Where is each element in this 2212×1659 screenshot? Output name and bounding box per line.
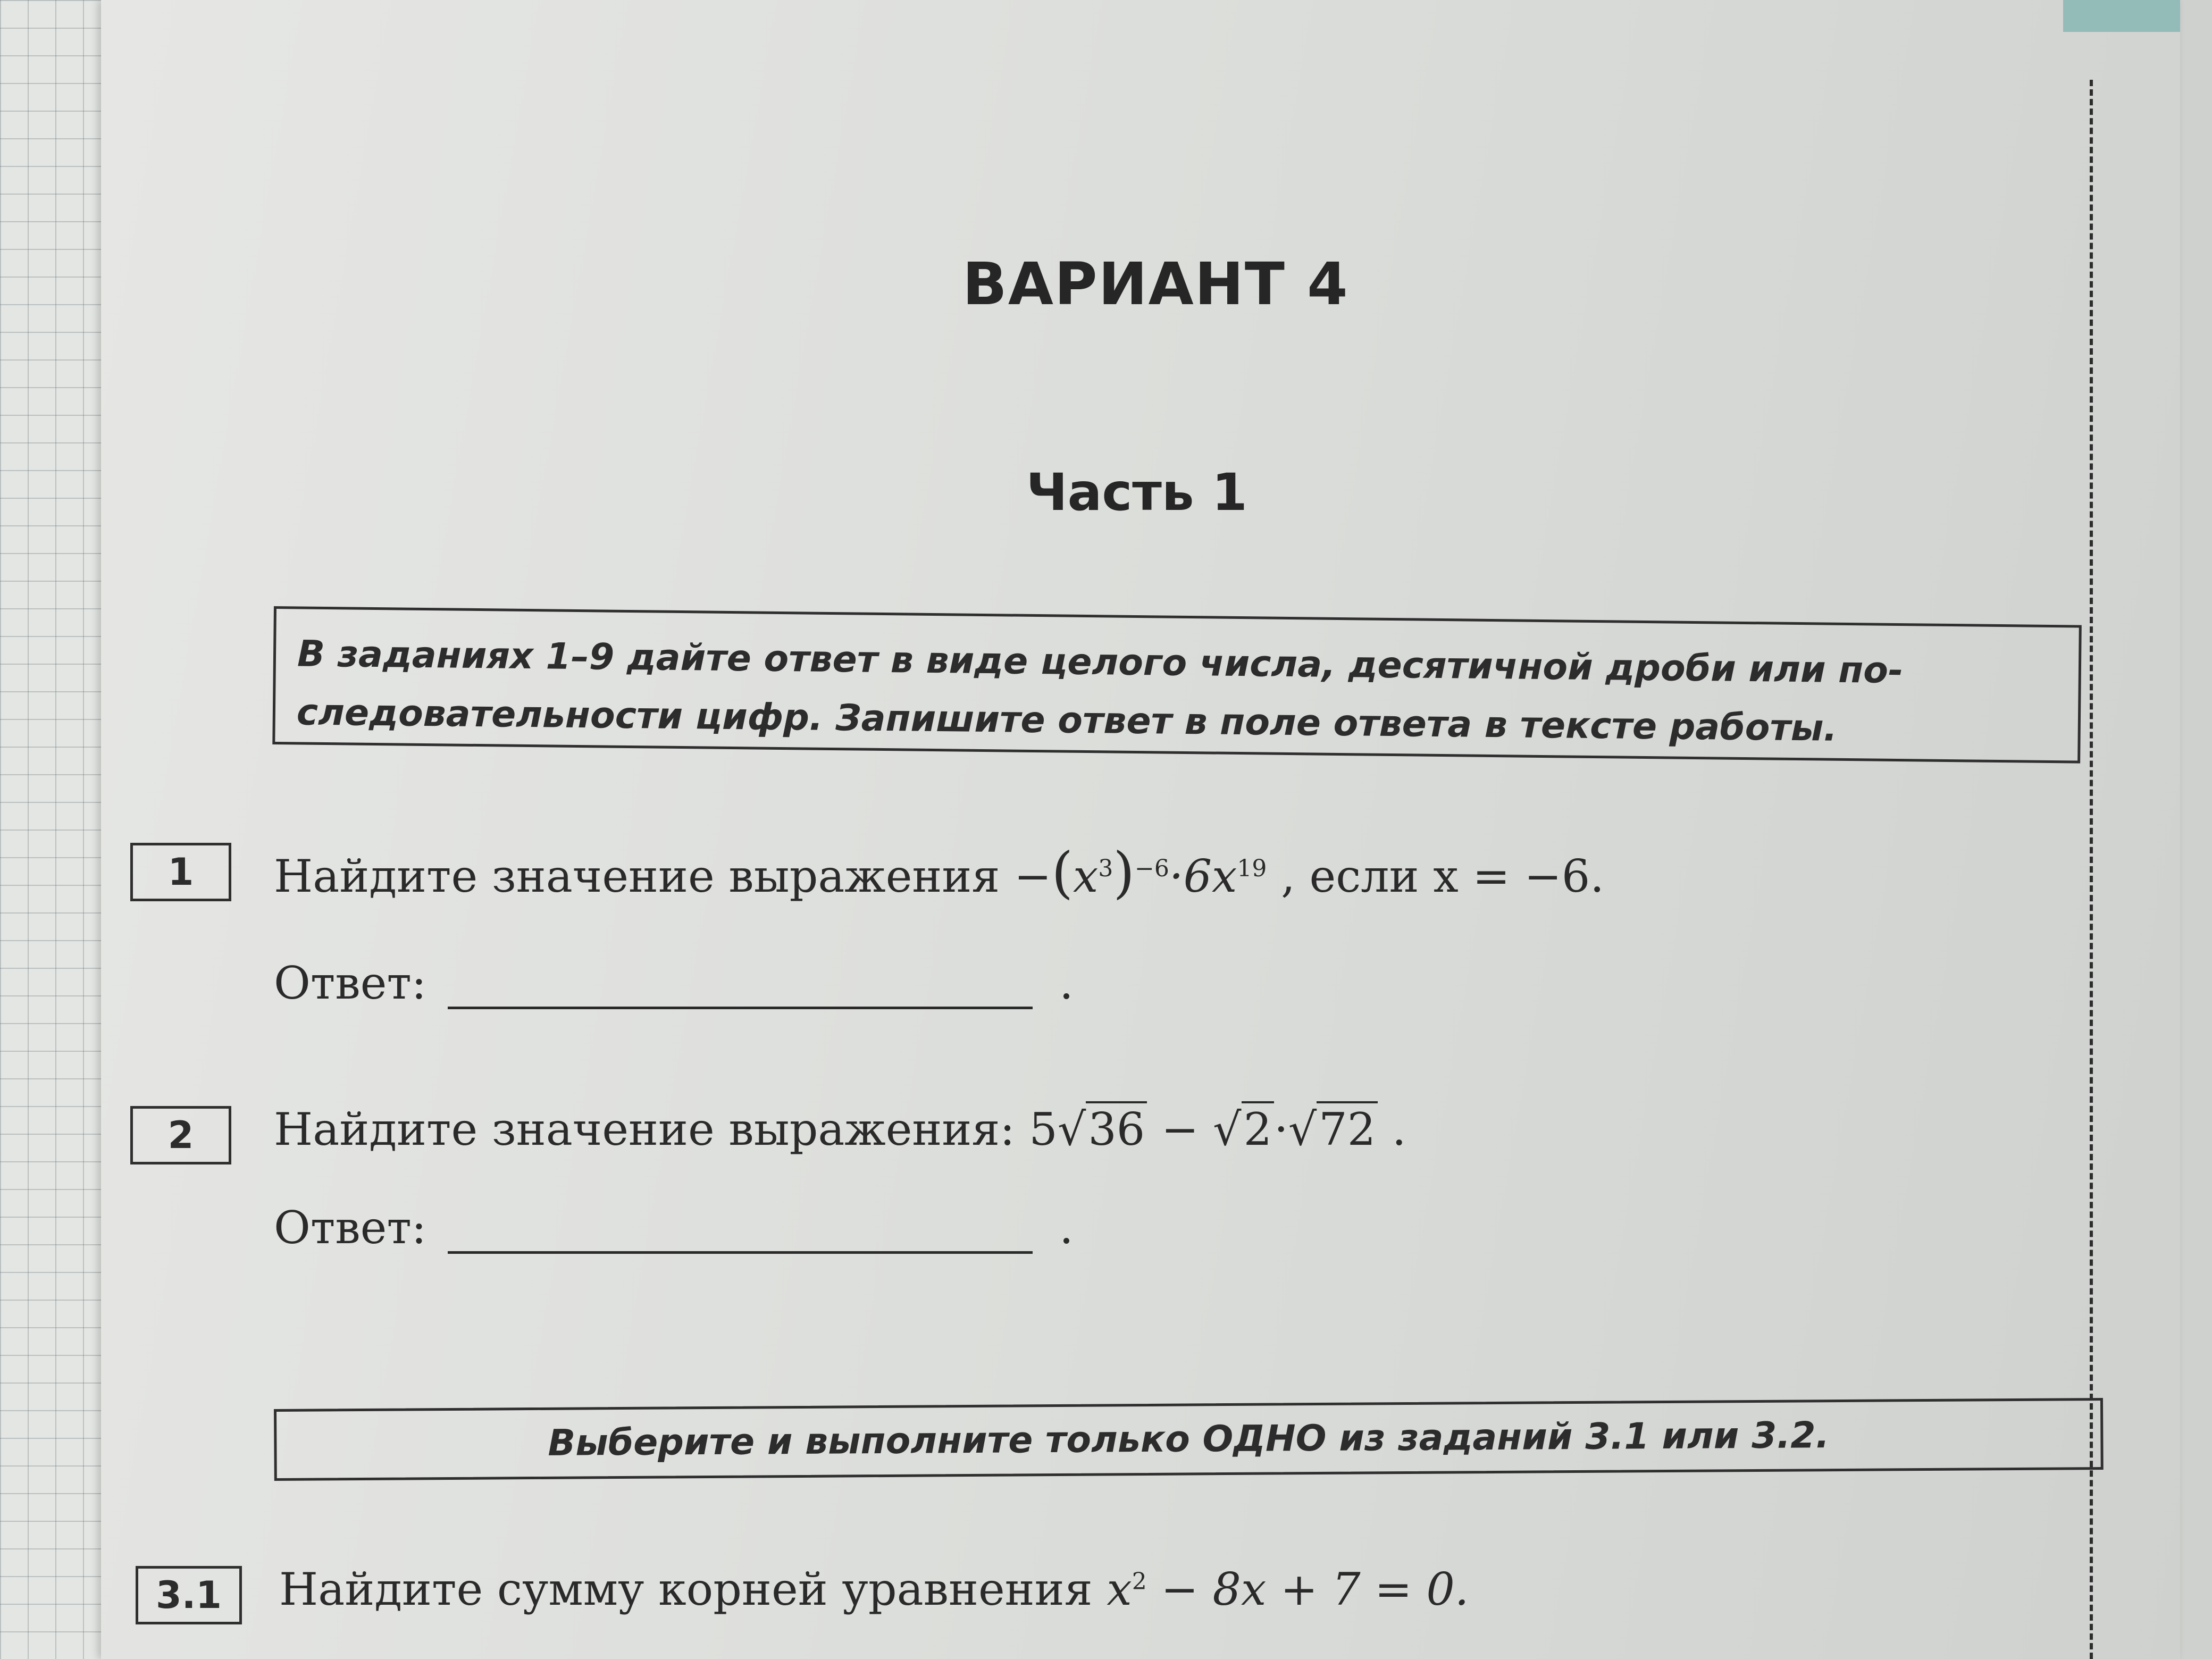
part-title: Часть 1 [1026, 463, 1247, 522]
answer-2-field[interactable] [448, 1214, 1033, 1254]
task-3-1-exp: 2 [1132, 1568, 1147, 1595]
task-2-radicand-3: 72 [1317, 1101, 1378, 1155]
task-1-minus: − [1014, 850, 1052, 902]
task-2-radicand-2: 2 [1242, 1101, 1274, 1155]
choose-task-note: Выберите и выполните только ОДНО из заданий 3.1 или 3.2. [548, 1414, 1830, 1464]
task-1-question [274, 840, 1604, 905]
task-1-condition: , если x = −6. [1281, 850, 1605, 902]
answer-2-label: Ответ: [274, 1202, 427, 1254]
task-1-mult: ·6x [1169, 850, 1237, 902]
task-number-2: 2 [130, 1106, 231, 1164]
task-1-expression: $-(x^3)^{-6}\cdot 6x^{19}$ [1014, 840, 1267, 905]
task-1-exp-last: 19 [1237, 855, 1267, 882]
instruction-line-2: следовательности цифр. Запишите ответ в поле ответа в тексте работы. [296, 691, 1838, 750]
task-2-minus: − [1147, 1103, 1213, 1155]
task-3-1-var: x [1107, 1563, 1132, 1615]
answer-1-label: Ответ: [274, 957, 427, 1009]
task-2-coef: 5 [1029, 1103, 1058, 1155]
task-2-end: . [1378, 1103, 1406, 1155]
task-1-text: Найдите значение выражения [274, 850, 1000, 902]
task-2-dot: · [1274, 1103, 1288, 1155]
task-3-1-rest: − 8x + 7 = 0. [1146, 1563, 1469, 1615]
variant-title: ВАРИАНТ 4 [962, 250, 1349, 318]
answer-row-1 [274, 957, 1074, 1009]
task-3-1-text: Найдите сумму корней уравнения [279, 1563, 1093, 1615]
instruction-box [272, 606, 2082, 764]
task-2-expression: 5√36 − √2·√72 . [1029, 1101, 1406, 1155]
task-2-text: Найдите значение выражения: [274, 1103, 1015, 1155]
task-number-1: 1 [130, 843, 231, 901]
task-number-3-1: 3.1 [136, 1566, 242, 1624]
task-2-radicand-1: 36 [1086, 1101, 1147, 1155]
answer-row-2 [274, 1202, 1074, 1254]
task-1-exp-outer: −6 [1135, 855, 1169, 882]
task-1-var: x [1073, 850, 1099, 902]
answer-1-dot: . [1059, 957, 1074, 1009]
grid-notebook-paper [0, 0, 117, 1659]
corner-accent [2063, 0, 2180, 32]
task-1-exp-inner: 3 [1098, 855, 1113, 882]
choose-task-box [274, 1398, 2104, 1481]
instruction-line-1: В заданиях 1–9 дайте ответ в виде целого числа, десятичной дроби или по- [297, 633, 1904, 692]
answer-2-dot: . [1059, 1202, 1074, 1254]
task-2-question [274, 1103, 1406, 1155]
task-3-1-expression [1107, 1563, 1469, 1615]
task-3-1-question [279, 1563, 1469, 1615]
answer-1-field[interactable] [448, 969, 1033, 1009]
